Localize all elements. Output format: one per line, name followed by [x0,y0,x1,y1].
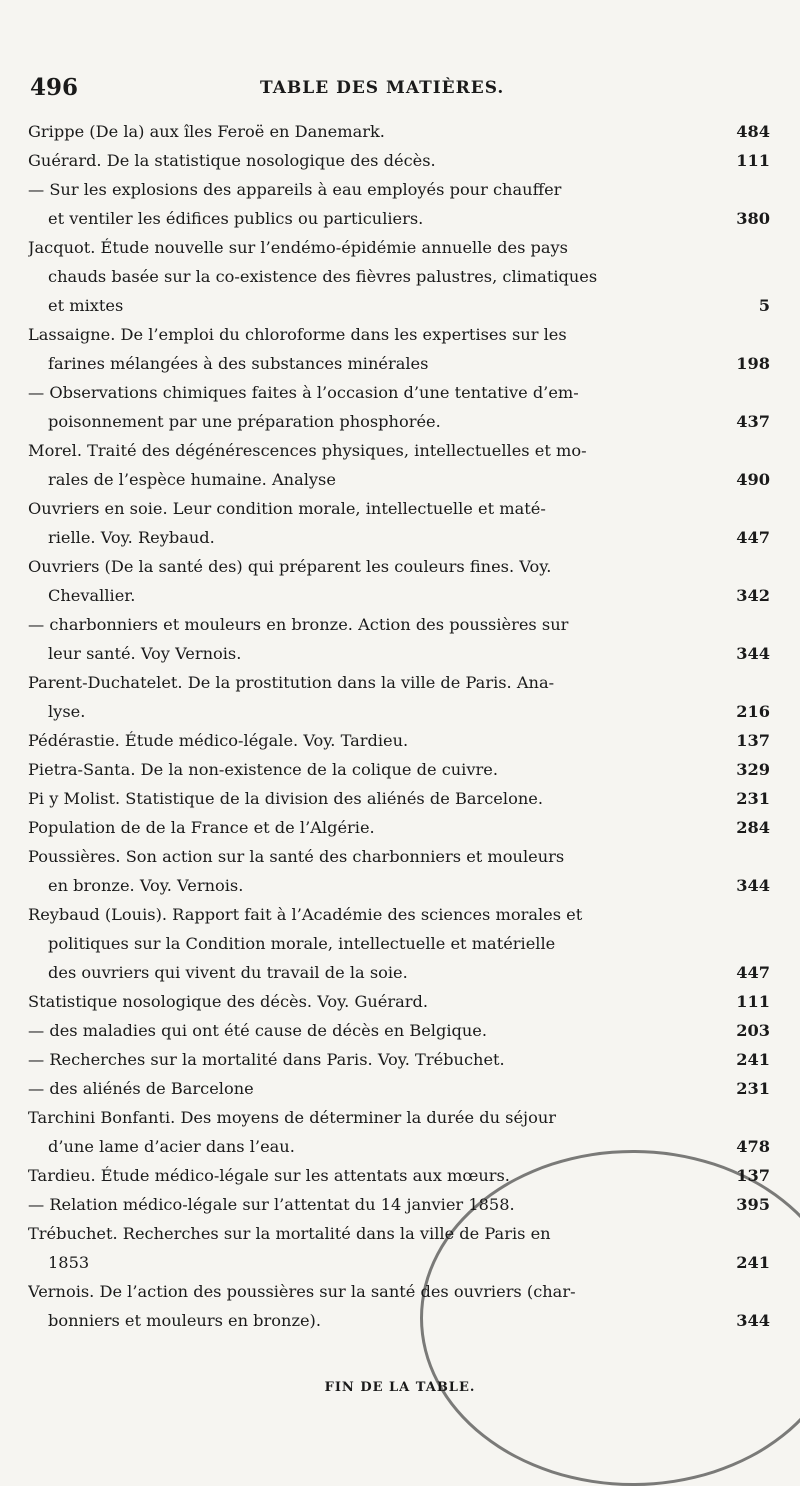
index-entry [28,1045,770,1074]
entry-line [28,581,770,610]
entry-text: Ouvriers (De la santé des) qui préparent les couleurs fines. Voy. [28,557,552,576]
index-entry [28,900,770,987]
entry-text: rielle. Voy. Reybaud. [48,528,215,547]
index-entry [28,755,770,784]
entry-text: chauds basée sur la co-existence des fièvres palustres, climatiques [48,267,598,286]
entry-text: lyse. [48,702,86,721]
entry-page-number: 284 [736,818,770,837]
entry-text: — des aliénés de Barcelone [28,1079,254,1098]
index-entry [28,610,770,668]
index-entry [28,233,770,320]
entry-text: Pi y Molist. Statistique de la division des aliénés de Barcelone. [28,789,543,808]
entry-page-number: 342 [736,586,770,605]
entry-text: Pietra-Santa. De la non-existence de la colique de cuivre. [28,760,498,779]
entry-page-number: 329 [736,760,770,779]
entry-line [28,262,770,291]
entry-text: poisonnement par une préparation phosphorée. [48,412,441,431]
entry-text: Reybaud (Louis). Rapport fait à l’Académie des sciences morales et [28,905,583,924]
index-entry [28,320,770,378]
entry-page-number: 344 [736,644,770,663]
entry-text: Poussières. Son action sur la santé des charbonniers et mouleurs [28,847,565,866]
entry-page-number: 344 [736,1311,770,1330]
entry-text: Tarchini Bonfanti. Des moyens de déterminer la durée du séjour [28,1108,556,1127]
entry-page-number: 231 [736,789,770,808]
entry-text: Lassaigne. De l’emploi du chloroforme dans les expertises sur les [28,325,567,344]
entry-text: 1853 [48,1253,90,1272]
entry-text: politiques sur la Condition morale, intellectuelle et matérielle [48,934,556,953]
entry-text: des ouvriers qui vivent du travail de la soie. [48,963,408,982]
entry-line [28,407,770,436]
index-entry [28,842,770,900]
entry-text: Morel. Traité des dégénérescences physiques, intellectuelles et mo- [28,441,587,460]
entry-line [28,349,770,378]
entry-line [28,175,770,204]
entry-page-number: 344 [736,876,770,895]
entry-text: — Recherches sur la mortalité dans Paris. Voy. Trébuchet. [28,1050,505,1069]
entry-text: bonniers et mouleurs en bronze). [48,1311,322,1330]
entry-page-number: 5 [758,296,770,315]
entry-line [28,1103,770,1132]
entry-text: Population de de la France et de l’Algérie. [28,818,375,837]
entry-line [28,929,770,958]
entry-text: et ventiler les édifices publics ou particuliers. [48,209,424,228]
entry-line [28,958,770,987]
entry-page-number: 137 [736,1166,770,1185]
entry-page-number: 380 [736,209,770,228]
entry-text: leur santé. Voy Vernois. [48,644,242,663]
index-entry [28,1016,770,1045]
entry-line [28,1016,770,1045]
running-title: TABLE DES MATIÈRES. [260,78,505,98]
entry-page-number: 231 [736,1079,770,1098]
entry-text: Chevallier. [48,586,136,605]
entry-line [28,784,770,813]
entry-text: Statistique nosologique des décès. Voy. Guérard. [28,992,429,1011]
entry-text: rales de l’espèce humaine. Analyse [48,470,336,489]
entry-line [28,871,770,900]
entry-line [28,146,770,175]
entry-line [28,204,770,233]
entry-page-number: 447 [736,963,770,982]
entry-text: — Sur les explosions des appareils à eau employés pour chauffer [28,180,562,199]
entry-page-number: 198 [736,354,770,373]
entry-line [28,1074,770,1103]
entry-page-number: 395 [736,1195,770,1214]
entry-line [28,987,770,1016]
entry-line [28,842,770,871]
entry-line [28,465,770,494]
entry-line [28,1045,770,1074]
entry-line [28,117,770,146]
entry-line [28,697,770,726]
entry-text: Trébuchet. Recherches sur la mortalité dans la ville de Paris en [28,1224,551,1243]
entry-line [28,320,770,349]
entry-text: Vernois. De l’action des poussières sur la santé des ouvriers (char- [28,1282,576,1301]
entry-page-number: 216 [736,702,770,721]
entry-text: Ouvriers en soie. Leur condition morale, intellectuelle et maté- [28,499,546,518]
index-entry [28,987,770,1016]
entry-text: Jacquot. Étude nouvelle sur l’endémo-épidémie annuelle des pays [28,238,568,257]
entry-page-number: 137 [736,731,770,750]
entry-page-number: 241 [736,1050,770,1069]
end-of-table-label: FIN DE LA TABLE. [324,1380,476,1395]
entry-text: — charbonniers et mouleurs en bronze. Action des poussières sur [28,615,569,634]
entry-text: Parent-Duchatelet. De la prostitution dans la ville de Paris. Ana- [28,673,555,692]
index-entry [28,1074,770,1103]
entry-line [28,291,770,320]
page-header [30,74,790,104]
index-entry [28,117,770,146]
entry-text: en bronze. Voy. Vernois. [48,876,244,895]
index-entry [28,726,770,755]
index-entry [28,668,770,726]
entry-line [28,523,770,552]
entry-line [28,552,770,581]
entry-text: — Observations chimiques faites à l’occasion d’une tentative d’em- [28,383,579,402]
entry-line [28,639,770,668]
entry-page-number: 447 [736,528,770,547]
entry-page-number: 111 [736,992,770,1011]
index-entry [28,813,770,842]
index-entry [28,436,770,494]
entry-line [28,610,770,639]
entry-line [28,900,770,929]
entry-text: et mixtes [48,296,124,315]
entry-text: Guérard. De la statistique nosologique des décès. [28,151,436,170]
entry-page-number: 478 [736,1137,770,1156]
entry-text: Tardieu. Étude médico-légale sur les attentats aux mœurs. [28,1166,510,1185]
entry-page-number: 111 [736,151,770,170]
entry-line [28,436,770,465]
entry-text: Pédérastie. Étude médico-légale. Voy. Tardieu. [28,731,409,750]
index-entry [28,784,770,813]
entry-line [28,726,770,755]
index-entry [28,552,770,610]
entry-text: d’une lame d’acier dans l’eau. [48,1137,295,1156]
entry-line [28,755,770,784]
entry-text: Grippe (De la) aux îles Feroë en Danemark. [28,122,385,141]
entry-line [28,813,770,842]
index-entry [28,494,770,552]
index-entry [28,175,770,233]
index-entry [28,146,770,175]
entry-text: — des maladies qui ont été cause de décès en Belgique. [28,1021,488,1040]
entry-line [28,668,770,697]
index-entry [28,378,770,436]
entry-page-number: 484 [736,122,770,141]
entry-line [28,494,770,523]
entry-line [28,378,770,407]
entry-page-number: 490 [736,470,770,489]
entry-page-number: 241 [736,1253,770,1272]
entry-text: — Relation médico-légale sur l’attentat du 14 janvier 1858. [28,1195,515,1214]
entry-line [28,233,770,262]
entry-text: farines mélangées à des substances minérales [48,354,429,373]
entry-page-number: 203 [736,1021,770,1040]
page-number: 496 [30,74,79,101]
entry-page-number: 437 [736,412,770,431]
